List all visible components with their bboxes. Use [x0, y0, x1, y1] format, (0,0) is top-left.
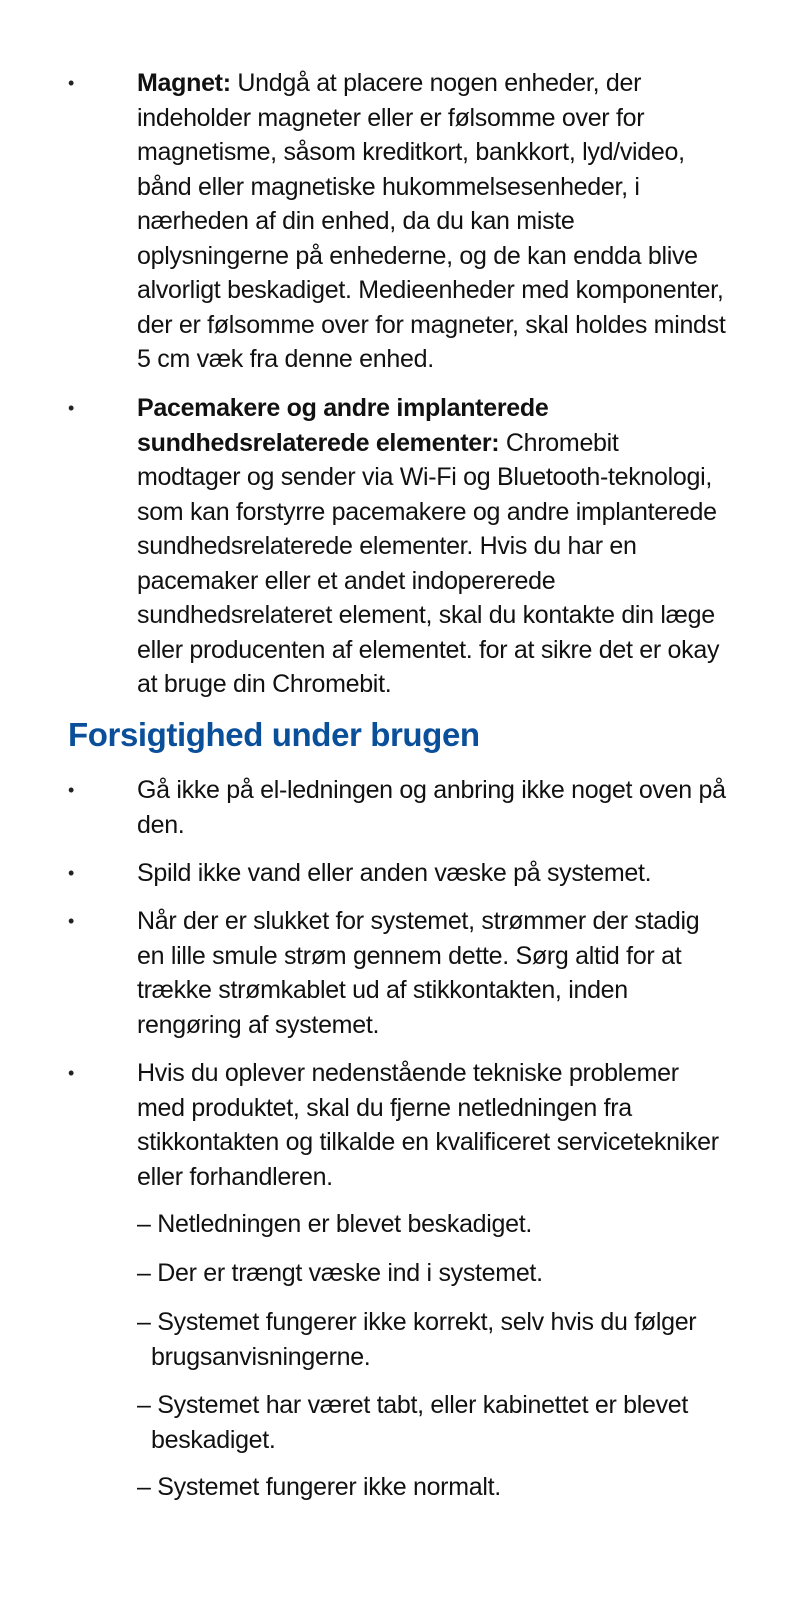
bullet: •: [68, 73, 75, 93]
bullet: •: [68, 780, 75, 800]
list-item-lead: Pacemakere og andre implanterede sundhedsrelaterede elementer:: [137, 394, 549, 457]
list-item-lead: Magnet:: [137, 69, 231, 97]
sub-list-item: – Netledningen er blevet beskadiget.: [137, 1210, 533, 1238]
bullet: •: [68, 398, 75, 418]
section-heading: Forsigtighed under brugen: [68, 716, 480, 753]
list-item-text: Spild ikke vand eller anden væske på systemet.: [137, 859, 652, 887]
sub-list-item: – Der er trængt væske ind i systemet.: [137, 1259, 543, 1287]
list-item-text: Når der er slukket for systemet, strømmer der stadig en lille smule strøm gennem dette. Sørg altid for at trække strømkablet ud af stikkontakten, inden rengøring af systemet.: [137, 907, 700, 1039]
bullet: •: [68, 911, 75, 931]
list-item-text: [137, 66, 727, 377]
list-item-text: Hvis du oplever nedenstående tekniske problemer med produktet, skal du fjerne netledningen fra stikkontakten og tilkalde en kvalificeret servicetekniker eller forhandleren.: [137, 1059, 719, 1191]
list-item-body: Undgå at placere nogen enheder, der indeholder magneter eller er følsomme over for magnetisme, såsom kreditkort, bankkort, lyd/video, bånd eller magnetiske hukommelsesenheder, i nærheden af din enhed, da du kan miste oplysningerne på enhederne, og de kan endda blive alvorligt beskadiget. Medieenheder med komponenter, der er følsomme over for magneter, skal holdes mindst 5 cm væk fra denne enhed.: [137, 69, 726, 373]
list-item-body: Chromebit modtager og sender via Wi-Fi og Bluetooth-teknologi, som kan forstyrre pacemakere og andre implanterede sundhedsrelaterede elementer. Hvis du har en pacemaker eller et andet indopererede sundhedsrelateret element, skal du kontakte din læge eller producenten af elementet. for at sikre det er okay at bruge din Chromebit.: [137, 428, 720, 698]
bullet: •: [68, 863, 75, 883]
sub-list-item: – Systemet fungerer ikke korrekt, selv hvis du følger brugsanvisningerne.: [137, 1308, 697, 1371]
sub-list-item: – Systemet fungerer ikke normalt.: [137, 1473, 501, 1501]
list-item-text: Gå ikke på el-ledningen og anbring ikke noget oven på den.: [137, 776, 726, 839]
sub-list-item: – Systemet har været tabt, eller kabinettet er blevet beskadiget.: [137, 1391, 689, 1454]
bullet: •: [68, 1063, 75, 1083]
list-item-text: [137, 391, 727, 702]
